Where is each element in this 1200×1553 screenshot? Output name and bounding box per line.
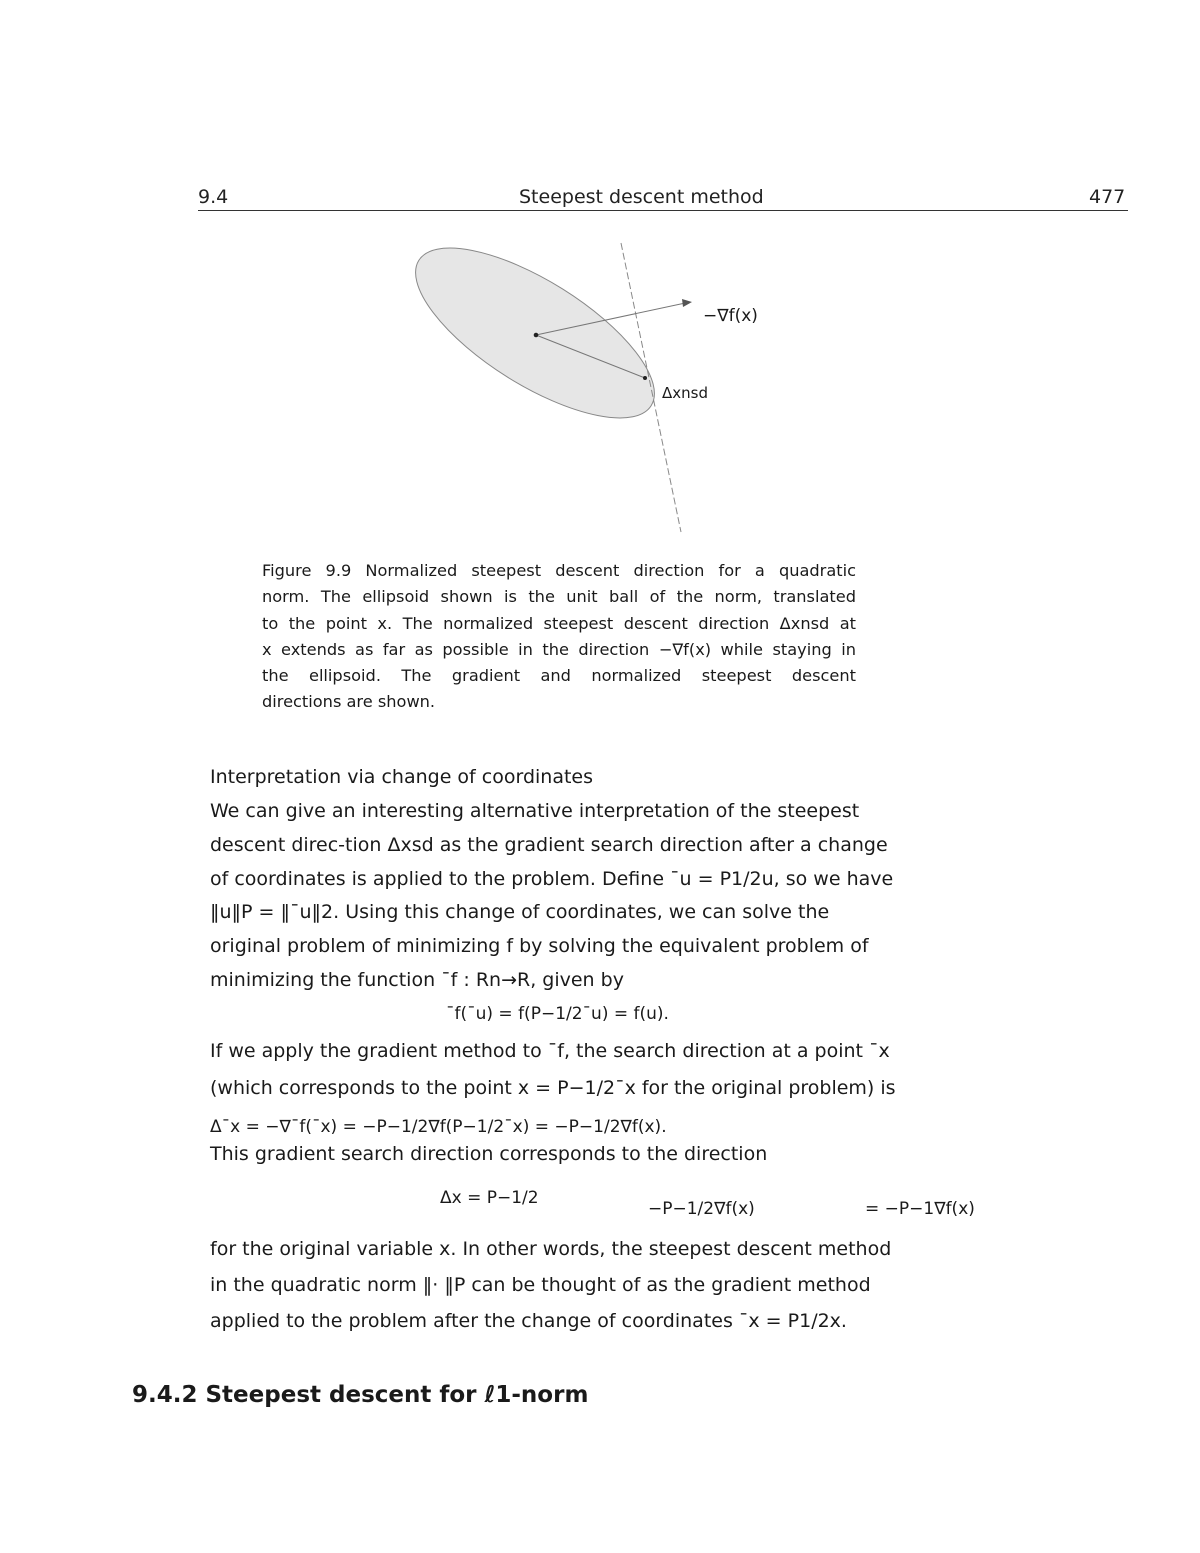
body-line: If we apply the gradient method to ¯f, the search direction at a point ¯x xyxy=(210,1040,890,1062)
section-heading: 9.4.2 Steepest descent for ℓ1-norm xyxy=(132,1382,589,1408)
equation-1: ¯f(¯u) = f(P−1/2¯u) = f(u). xyxy=(446,1004,669,1024)
equation-3-left: Δx = P−1/2 xyxy=(440,1188,539,1208)
body-line: for the original variable x. In other words, the steepest descent method xyxy=(210,1238,892,1260)
gradient-label: −∇f(x) xyxy=(703,306,758,326)
caption-line: directions are shown. xyxy=(262,692,436,712)
unit-ball-ellipse xyxy=(400,235,679,450)
equation-3-mid: −P−1/2∇f(x) xyxy=(648,1199,755,1219)
body-line: in the quadratic norm ‖· ‖P can be thought of as the gradient method xyxy=(210,1274,871,1296)
subheading: Interpretation via change of coordinates xyxy=(210,766,594,788)
body-line: This gradient search direction corresponds to the direction xyxy=(210,1143,768,1165)
header-rule xyxy=(198,210,1128,211)
nsd-label: Δxnsd xyxy=(662,384,708,402)
section-number: 9.4 xyxy=(198,186,229,208)
equation-2: Δ¯x = −∇¯f(¯x) = −P−1/2∇f(P−1/2¯x) = −P−1/2∇f(x). xyxy=(210,1117,667,1137)
body-line: minimizing the function ¯f : Rn→R, given by xyxy=(210,969,624,991)
caption-line: Figure 9.9 Normalized steepest descent direction for a quadratic xyxy=(262,561,856,580)
page-number: 477 xyxy=(1089,186,1126,208)
point-x xyxy=(534,333,539,338)
figure-caption xyxy=(262,558,856,716)
body-line: applied to the problem after the change of coordinates ¯x = P1/2x. xyxy=(210,1310,847,1332)
body-line: of coordinates is applied to the problem. Define ¯u = P1/2u, so we have xyxy=(210,868,894,890)
caption-line: to the point x. The normalized steepest descent direction Δxnsd at xyxy=(262,613,856,633)
nsd-endpoint xyxy=(643,376,647,380)
caption-line: the ellipsoid. The gradient and normalized steepest descent xyxy=(262,666,856,686)
body-line: (which corresponds to the point x = P−1/2¯x for the original problem) is xyxy=(210,1077,896,1099)
gradient-arrowhead xyxy=(682,299,692,307)
running-title: Steepest descent method xyxy=(519,186,764,208)
caption-line: x extends as far as possible in the direction −∇f(x) while staying in xyxy=(262,639,856,659)
body-line: descent direc-tion Δxsd as the gradient search direction after a change xyxy=(210,834,888,856)
body-line: ‖u‖P = ‖¯u‖2. Using this change of coordinates, we can solve the xyxy=(210,901,830,923)
equation-3-right: = −P−1∇f(x) xyxy=(865,1199,975,1219)
caption-line: norm. The ellipsoid shown is the unit ball of the norm, translated xyxy=(262,587,856,607)
body-line: We can give an interesting alternative interpretation of the steepest xyxy=(210,800,860,822)
body-line: original problem of minimizing f by solving the equivalent problem of xyxy=(210,935,869,957)
